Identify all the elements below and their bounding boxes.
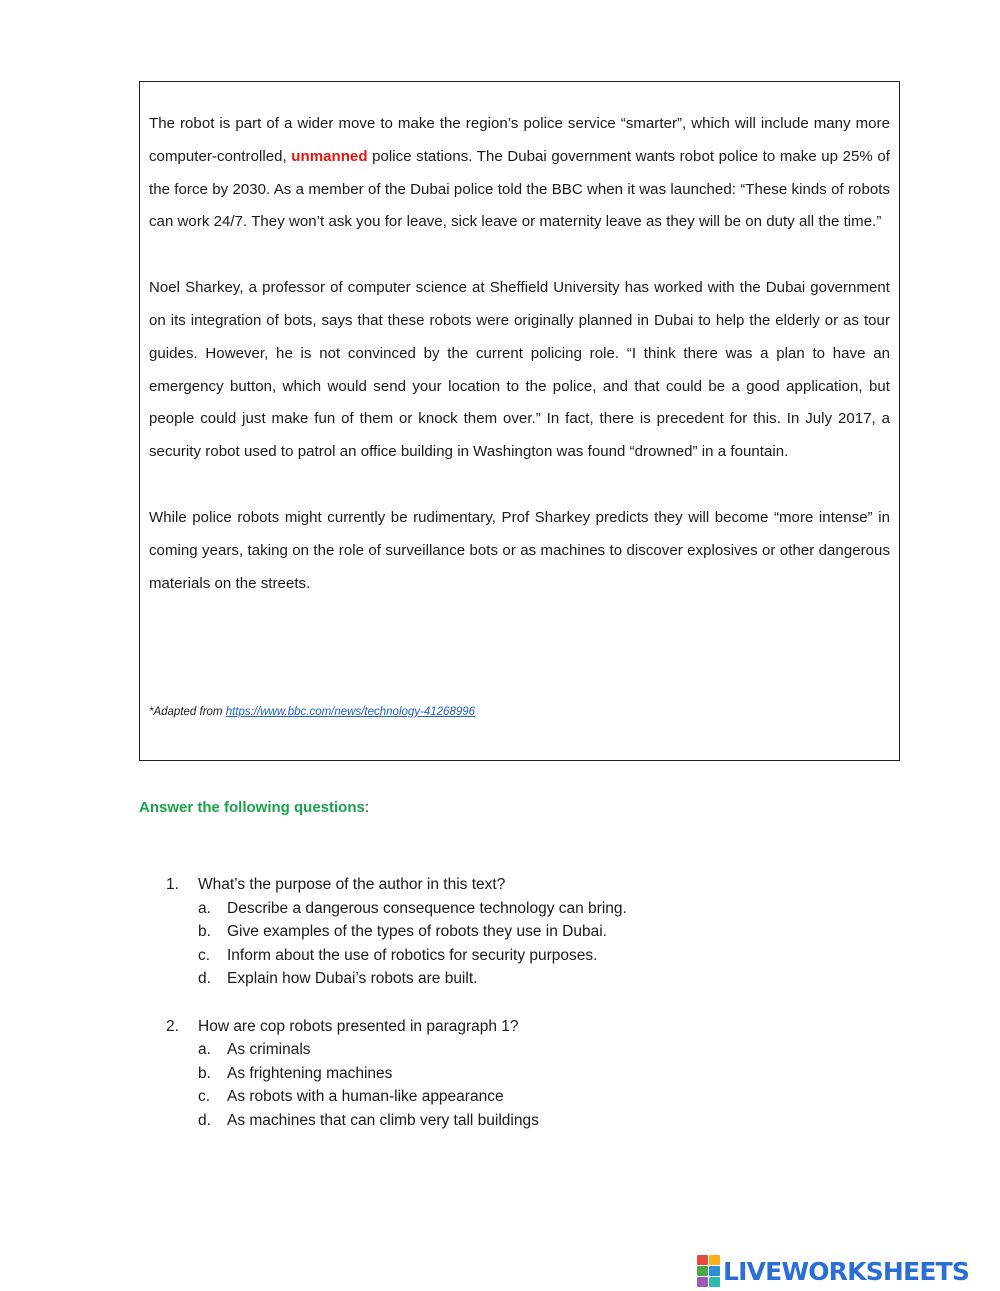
question-number: 1. bbox=[166, 876, 179, 893]
logo-block bbox=[709, 1255, 720, 1265]
option-letter: a. bbox=[198, 1041, 211, 1058]
logo-block bbox=[697, 1277, 708, 1287]
paragraph-2: Noel Sharkey, a professor of computer science at Sheffield University has worked with the Dubai government on its integration of bots, says that these robots were originally planned in Dubai to help the elderly or as tour guides. However, he is not convinced by the current policing role. “I think there was a plan to have an emergency button, which would send your location to the police, and that could be a good application, but people could just make fun of them or knock them over.” In fact, there is precedent for this. In July 2017, a security robot used to patrol an office building in Washington was found “drowned” in a fountain. bbox=[149, 279, 890, 461]
article-box bbox=[139, 81, 900, 761]
option-letter: d. bbox=[198, 1111, 211, 1129]
logo-block bbox=[697, 1266, 708, 1276]
option-1d[interactable] bbox=[166, 967, 866, 991]
question-1 bbox=[166, 873, 866, 991]
option-2c[interactable] bbox=[166, 1085, 866, 1109]
question-number: 2. bbox=[166, 1017, 179, 1035]
paragraph-1 bbox=[149, 108, 890, 239]
liveworksheets-logo bbox=[697, 1254, 993, 1288]
option-2b[interactable] bbox=[166, 1062, 866, 1086]
logo-block bbox=[697, 1255, 708, 1265]
option-text: As criminals bbox=[227, 1041, 311, 1058]
option-2a[interactable] bbox=[166, 1038, 866, 1062]
questions-heading-text: Answer the following questions bbox=[139, 799, 365, 816]
option-letter: b. bbox=[198, 1064, 211, 1082]
option-text: Give examples of the types of robots they use in Dubai. bbox=[227, 923, 607, 940]
source-citation bbox=[149, 706, 475, 718]
source-link[interactable]: https://www.bbc.com/news/technology-41268996 bbox=[225, 706, 476, 718]
logo-blocks-icon bbox=[697, 1255, 720, 1287]
option-letter: d. bbox=[198, 970, 211, 987]
paragraph-1-start: The robot is part of a wider move to make the region’s police service “smarter”, which will include many more computer-controlled, bbox=[149, 115, 890, 165]
source-prefix: *Adapted from bbox=[149, 706, 226, 718]
question-text: How are cop robots presented in paragraph 1? bbox=[198, 1017, 519, 1035]
paragraph-3: While police robots might currently be rudimentary, Prof Sharkey predicts they will become “more intense” in coming years, taking on the role of surveillance bots or as machines to discover explosives or other dangerous materials on the streets. bbox=[149, 508, 890, 592]
option-text: Explain how Dubai’s robots are built. bbox=[227, 970, 478, 987]
option-letter: b. bbox=[198, 923, 211, 940]
question-list bbox=[166, 873, 866, 1132]
highlighted-word: unmanned bbox=[291, 147, 368, 165]
logo-block bbox=[709, 1277, 720, 1287]
option-2d[interactable] bbox=[166, 1109, 866, 1133]
question-text: What’s the purpose of the author in this text? bbox=[198, 876, 506, 893]
logo-block bbox=[709, 1266, 720, 1276]
option-text: As frightening machines bbox=[227, 1064, 393, 1082]
option-letter: c. bbox=[198, 946, 211, 964]
option-text: As machines that can climb very tall buildings bbox=[227, 1111, 539, 1129]
option-1b[interactable] bbox=[166, 920, 866, 944]
questions-heading bbox=[139, 799, 369, 816]
option-letter: a. bbox=[198, 899, 211, 917]
questions-heading-colon: : bbox=[364, 799, 370, 816]
logo-text: LIVEWORKSHEETS bbox=[723, 1256, 970, 1286]
option-1a[interactable] bbox=[166, 897, 866, 921]
option-text: As robots with a human-like appearance bbox=[227, 1088, 504, 1105]
option-text: Describe a dangerous consequence technology can bring. bbox=[227, 899, 627, 917]
question-2 bbox=[166, 1015, 866, 1133]
option-letter: c. bbox=[198, 1088, 211, 1105]
option-1c[interactable] bbox=[166, 944, 866, 968]
option-text: Inform about the use of robotics for security purposes. bbox=[227, 946, 598, 964]
paragraph-1-end: police stations. The Dubai government wants robot police to make up 25% of the force by 2030. As a member of the Dubai police told the BBC when it was launched: “These kinds of robots can work 24/7. They won’t ask you for leave, sick leave or maternity leave as they will be on duty all the time.” bbox=[149, 147, 890, 231]
